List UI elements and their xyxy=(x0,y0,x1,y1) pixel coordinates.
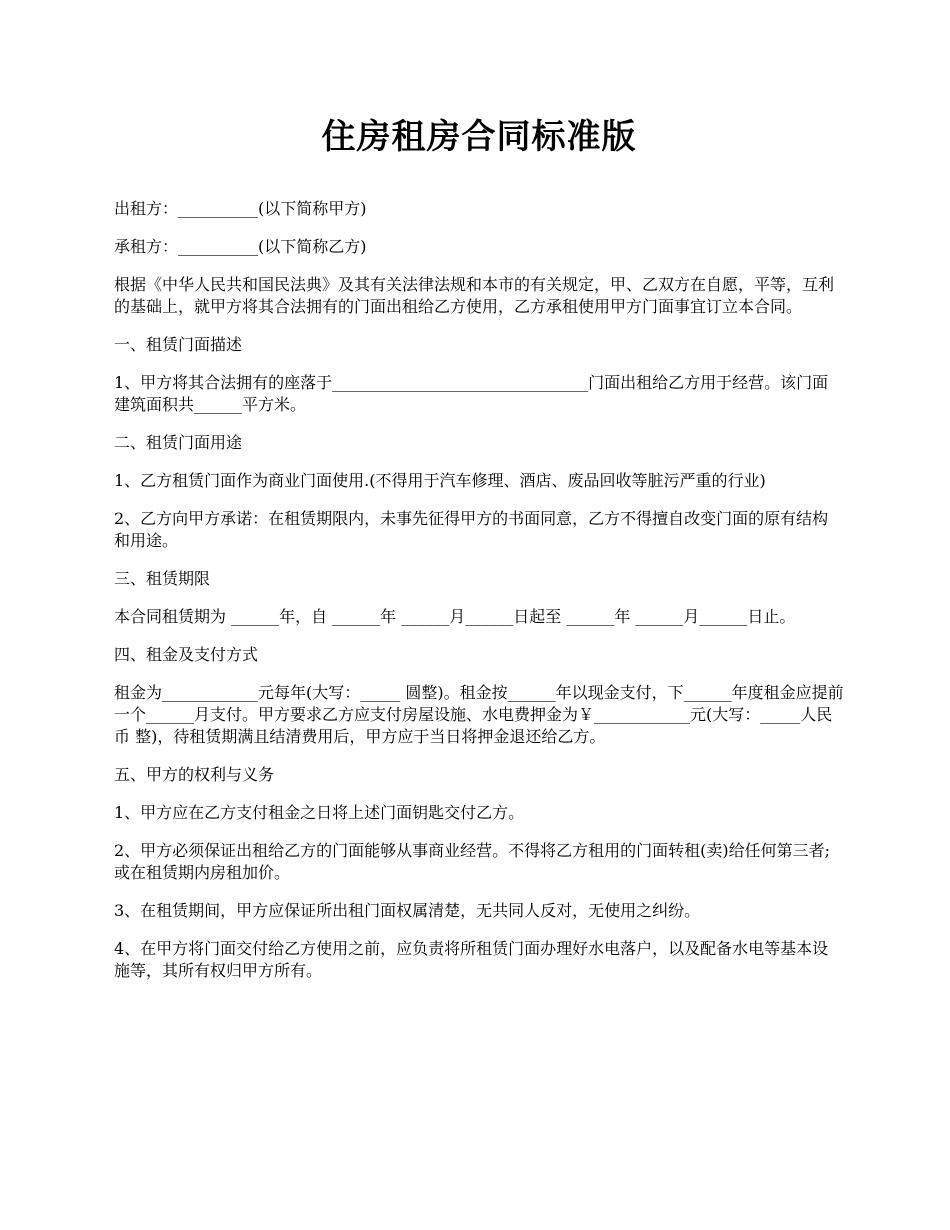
section-heading-2: 二、租赁门面用途 xyxy=(114,433,243,452)
clause-5-4: 4、在甲方将门面交付给乙方使用之前，应负责将所租赁门面办理好水电落户，以及配备水电等基本设施等，其所有权归甲方所有。 xyxy=(114,939,829,980)
clause-5-2: 2、甲方必须保证出租给乙方的门面能够从事商业经营。不得将乙方租用的门面转租(卖)给任何第三者;或在租赁期内房租加价。 xyxy=(114,841,831,882)
section-heading-4: 四、租金及支付方式 xyxy=(114,645,259,664)
clause-1-1: 1、甲方将其合法拥有的座落于________________________________门面出租给乙方用于经营。该门面建筑面积共______平方米。 xyxy=(114,373,829,414)
page-title: 住房租房合同标准版 xyxy=(321,117,637,157)
clause-5-3: 3、在租赁期间，甲方应保证所出租门面权属清楚，无共同人反对，无使用之纠纷。 xyxy=(114,901,701,920)
lessee-line: 承租方：__________(以下简称乙方) xyxy=(114,237,367,256)
section-heading-3: 三、租赁期限 xyxy=(114,569,211,588)
preamble-paragraph: 根据《中华人民共和国民法典》及其有关法律法规和本市的有关规定，甲、乙双方在自愿，平等，互利的基础上，就甲方将其合法拥有的门面出租给乙方使用，乙方承租使用甲方门面事宜订立本合同。 xyxy=(114,275,835,316)
clause-2-2: 2、乙方向甲方承诺：在租赁期限内，未事先征得甲方的书面同意，乙方不得擅自改变门面的原有结构和用途。 xyxy=(114,509,829,550)
contract-page xyxy=(114,112,844,998)
clause-3-term: 本合同租赁期为 ______年，自 ______年 ______月______日起至 ______年 ______月______日止。 xyxy=(114,607,796,626)
clause-5-1: 1、甲方应在乙方支付租金之日将上述门面钥匙交付乙方。 xyxy=(114,803,525,822)
clause-4-rent: 租金为____________元每年(大写：_____ 圆整)。租金按______年以现金支付，下______年度租金应提前一个______月支付。甲方要求乙方应支付房屋设施、水电费押金为￥____________元(大写：_____人民币 整)，待租赁期满且结清费用后，甲方应于当日将押金退还给乙方。 xyxy=(114,683,844,746)
clause-2-1: 1、乙方租赁门面作为商业门面使用.(不得用于汽车修理、酒店、废品回收等脏污严重的行业) xyxy=(114,471,766,490)
section-heading-1: 一、租赁门面描述 xyxy=(114,335,243,354)
section-heading-5: 五、甲方的权利与义务 xyxy=(114,765,275,784)
lessor-line: 出租方：__________(以下简称甲方) xyxy=(114,199,367,218)
